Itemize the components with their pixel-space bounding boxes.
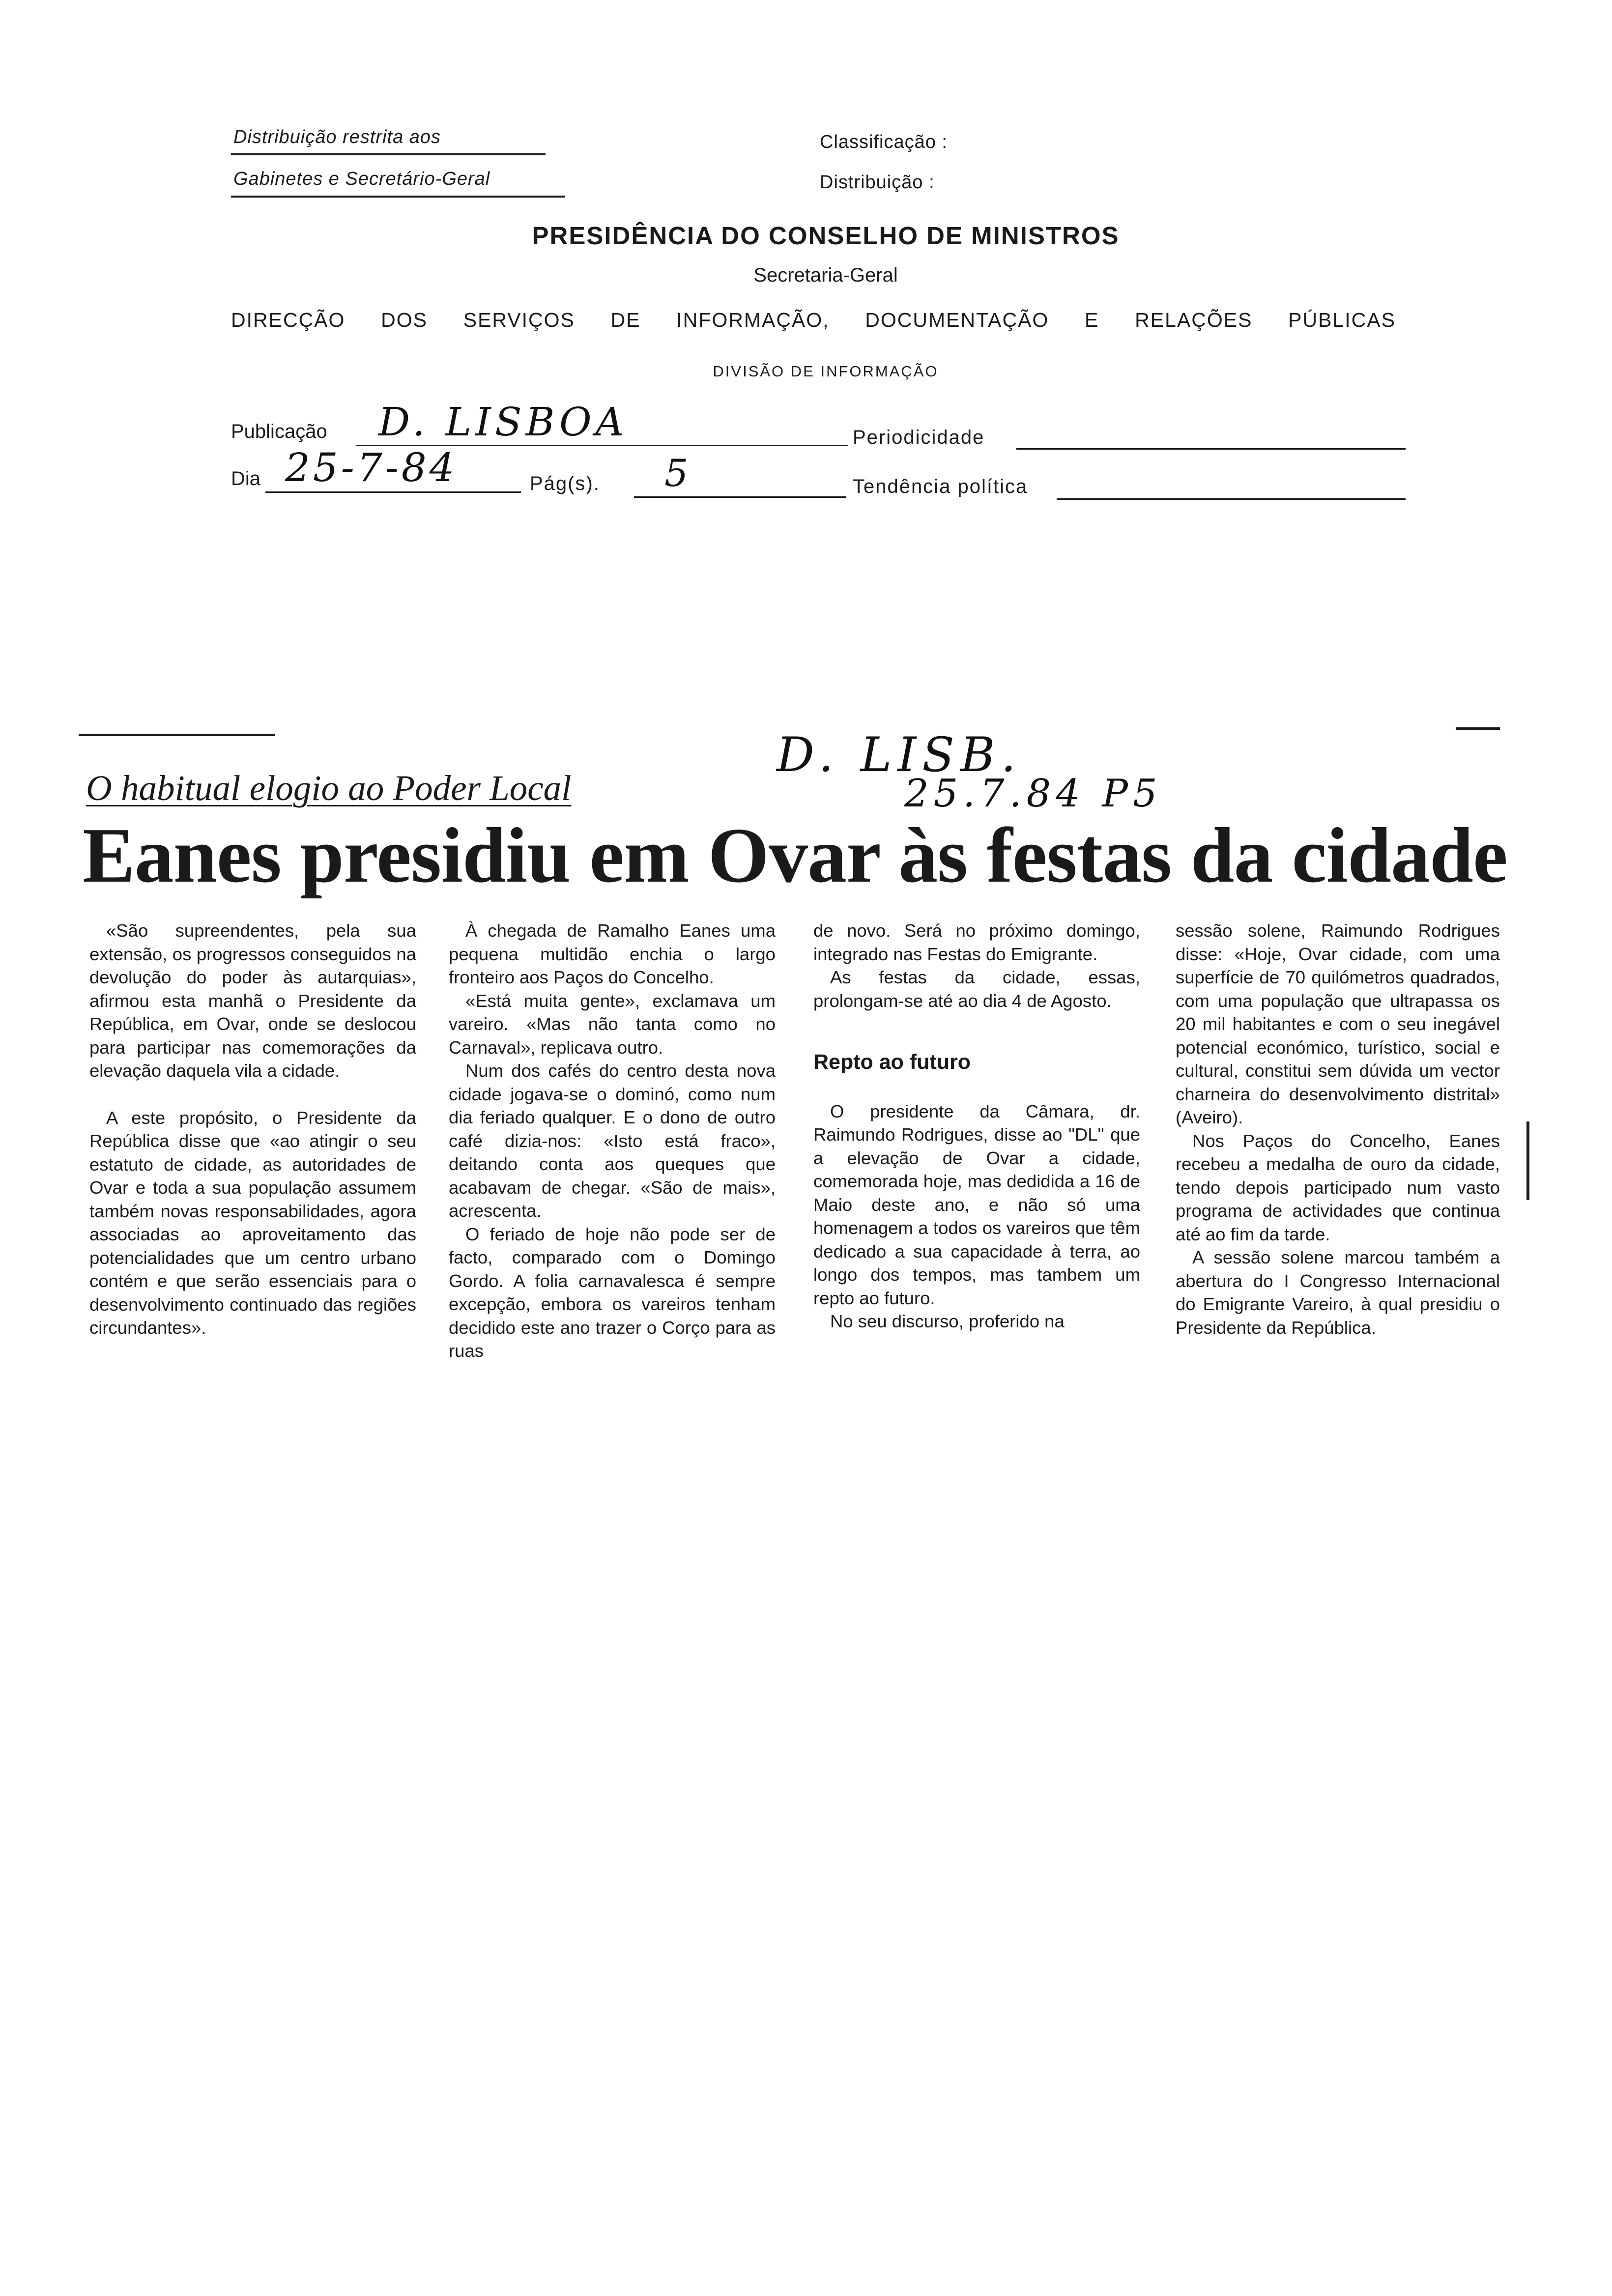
article-column-3 [813,919,1140,1333]
paragraph: O presidente da Câmara, dr. Raimundo Rodrigues, disse ao "DL" que a elevação de Ovar a cidade, comemorada hoje, mas dedidida a 16 de Maio deste ano, e não só uma homenagem a todos os vareiros que têm dedicado a sua capacidade à terra, ao longo dos tempos, mas tambem um repto ao futuro. [813,1101,1140,1308]
article-column-2 [449,919,776,1363]
day-label: Dia [231,468,261,489]
directorate-word: DE [610,309,641,331]
restricted-distribution-line1: Distribuição restrita aos [233,127,441,147]
pages-field-line [634,496,846,498]
handwritten-note-source: D. LISB. [777,727,1022,782]
paragraph: Nos Paços do Concelho, Eanes recebeu a medalha de ouro da cidade, tendo depois participado num vasto programa de actividades que continua até ao fim da tarde. [1176,1130,1500,1244]
margin-mark [1526,1121,1529,1200]
directorate-word: PÚBLICAS [1288,309,1396,331]
restricted-underline-1 [231,153,546,155]
restricted-underline-2 [231,196,565,198]
paragraph: «São supreendentes, pela sua extensão, os progressos conseguidos na devolução do poder às autarquias», afirmou esta manhã o Presidente da República, em Ovar, onde se deslocou para participar nas comemorações da elevação daquela vila a cidade. [89,920,416,1081]
pages-value: 5 [664,451,689,495]
presidency-title: PRESIDÊNCIA DO CONSELHO DE MINISTROS [532,222,1120,250]
article-column-1 [89,919,416,1340]
directorate-title [231,309,1396,332]
day-field-line [265,491,521,493]
article-kicker: O habitual elogio ao Poder Local [86,768,572,808]
article-column-4 [1176,919,1500,1339]
paragraph: No seu discurso, proferido na [830,1311,1065,1331]
article-subheading: Repto ao futuro [813,1050,971,1074]
paragraph: O feriado de hoje não pode ser de facto, comparado com o Domingo Gordo. A folia carnavalesca é sempre excepção, embora os vareiros tenham decidido este ano trazer o Corço para as ruas [449,1224,776,1361]
directorate-word: DOCUMENTAÇÃO [865,309,1049,331]
clipping-top-rule-left [79,734,275,736]
publication-label: Publicação [231,421,327,442]
day-value: 25-7-84 [285,445,458,490]
secretariat-title: Secretaria-Geral [753,264,898,286]
clipping-top-rule-right [1456,727,1500,730]
paragraph: As festas da cidade, essas, prolongam-se até ao dia 4 de Agosto. [813,967,1140,1011]
distribution-label: Distribuição : [820,172,935,193]
article-headline: Eanes presidiu em Ovar às festas da cidade [83,811,1507,899]
paragraph: sessão solene, Raimundo Rodrigues disse: «Hoje, Ovar cidade, com uma superfície de 70 quilómetros quadrados, com uma população que ultrapassa os 20 mil habitantes e com o seu inegável potencial económico, turístico, social e cultural, constitui sem dúvida um vector charneira do desenvolvimento distrital» (Aveiro). [1176,920,1500,1127]
periodicity-field-line [1016,448,1406,450]
paragraph: «Está muita gente», exclamava um vareiro. «Mas não tanta como no Carnaval», replicava outro. [449,990,776,1058]
paragraph: A sessão solene marcou também a abertura do I Congresso Internacional do Emigrante Vareiro, à qual presidiu o Presidente da República. [1176,1247,1500,1338]
handwritten-note-date: 25.7.84 P5 [904,772,1162,816]
directorate-word: INFORMAÇÃO, [676,309,830,331]
political-tendency-label: Tendência política [853,476,1028,497]
paragraph: de novo. Será no próximo domingo, integrado nas Festas do Emigrante. [813,920,1140,964]
paragraph: Num dos cafés do centro desta nova cidade jogava-se o dominó, como num dia feriado qualquer. E o dono de outro café dizia-nos: «Isto está fraco», deitando conta aos queques que acabavam de chegar. «São de mais», acrescenta. [449,1061,776,1221]
directorate-word: DIRECÇÃO [231,309,345,331]
directorate-word: DOS [381,309,428,331]
periodicity-label: Periodicidade [853,427,985,448]
classification-label: Classificação : [820,132,948,152]
political-tendency-field-line [1057,498,1406,500]
restricted-distribution-line2: Gabinetes e Secretário-Geral [233,169,490,189]
division-title: DIVISÃO DE INFORMAÇÃO [713,363,939,380]
directorate-word: E [1085,309,1099,331]
paragraph: A este propósito, o Presidente da República disse que «ao atingir o seu estatuto de cidade, as autoridades de Ovar e toda a sua população assumem também novas responsabilidades, agora associadas ao aproveitamento das potencialidades que um centro urbano contém e que serão essenciais para o desenvolvimento continuado das regiões circundantes». [89,1107,416,1338]
pages-label: Pág(s). [530,473,600,494]
paragraph: À chegada de Ramalho Eanes uma pequena multidão enchia o largo fronteiro aos Paços do Concelho. [449,920,776,987]
directorate-word: RELAÇÕES [1135,309,1253,331]
publication-value: D. LISBOA [378,399,628,445]
directorate-word: SERVIÇOS [463,309,575,331]
